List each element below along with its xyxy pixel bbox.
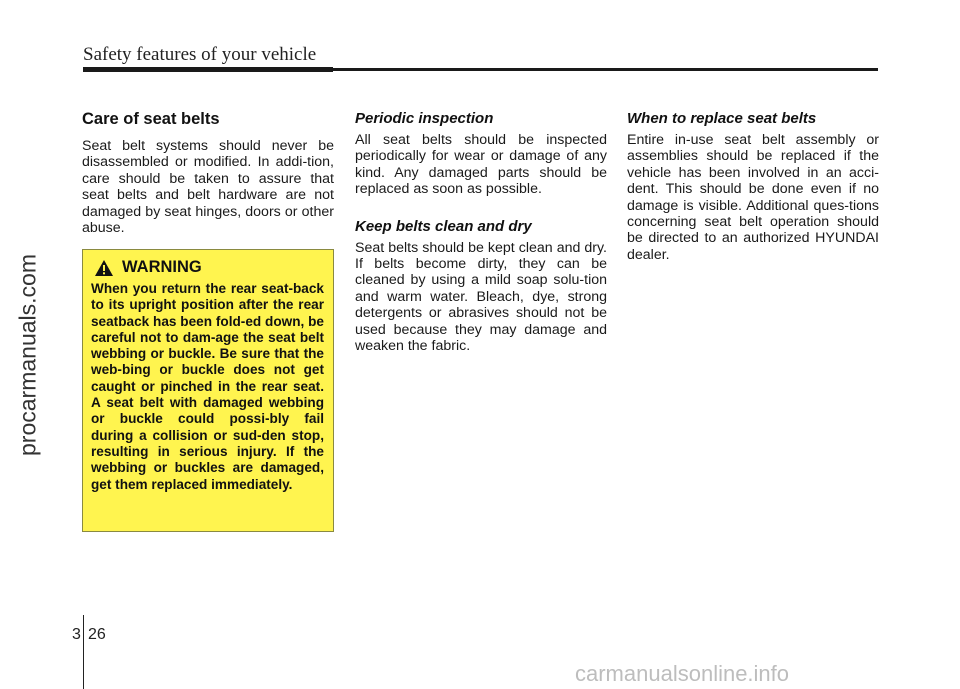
warning-header <box>94 258 324 277</box>
page-header-title: Safety features of your vehicle <box>83 44 317 65</box>
column-replace-seat-belts <box>627 110 879 263</box>
periodic-inspection-paragraph: All seat belts should be inspected periodically for wear or damage of any kind. Any damaged parts should be replaced as soon as possible. <box>355 132 607 198</box>
warning-triangle-icon <box>94 259 114 277</box>
footer-rule <box>83 615 84 689</box>
header-rule-thick <box>83 67 333 72</box>
warning-text: When you return the rear seat-back to its upright position after the rear seatback has been fold-ed down, be careful not to dam-age the seat belt webbing or buckle. Be sure that the web-bing or buckle does not get caught or pinched in the rear seat. A seat belt with damaged webbing or buckle could possi-bly fail during a collision or sud-den stop, resulting in serious injury. If the webbing or buckles are damaged, get them replaced immediately. <box>91 281 324 492</box>
column-care-of-seat-belts <box>82 110 334 236</box>
section-heading-care: Care of seat belts <box>82 110 220 128</box>
warning-title: WARNING <box>122 258 202 276</box>
keep-clean-paragraph: Seat belts should be kept clean and dry. If belts become dirty, they can be cleaned by using a mild soap solu-tion and warm water. Bleach, dye, strong detergents or abrasives should not be used because they may damage and weaken the fabric. <box>355 239 607 355</box>
footer-chapter-number: 3 <box>72 626 81 643</box>
section-heading-keep-clean: Keep belts clean and dry <box>355 217 532 235</box>
footer-page-number: 26 <box>88 626 106 643</box>
header-rule <box>83 67 878 72</box>
side-watermark: procarmanuals.com <box>14 254 41 456</box>
column-inspection-and-cleaning <box>355 110 607 354</box>
header-rule-thin <box>333 68 878 71</box>
section-heading-periodic-inspection: Periodic inspection <box>355 110 494 127</box>
section-gap <box>355 198 607 218</box>
warning-box <box>82 249 334 532</box>
footer-watermark: carmanualsonline.info <box>575 661 790 686</box>
section-heading-replace: When to replace seat belts <box>627 110 817 127</box>
replace-paragraph: Entire in-use seat belt assembly or assemblies should be replaced if the vehicle has been involved in an acci-dent. This should be done even if no damage is visible. Additional ques-tions concerning seat belt operation should be directed to an authorized HYUNDAI dealer. <box>627 132 879 263</box>
care-paragraph: Seat belt systems should never be disassembled or modified. In addi-tion, care should be taken to assure that seat belts and belt hardware are not damaged by seat hinges, doors or other abuse. <box>82 138 334 237</box>
